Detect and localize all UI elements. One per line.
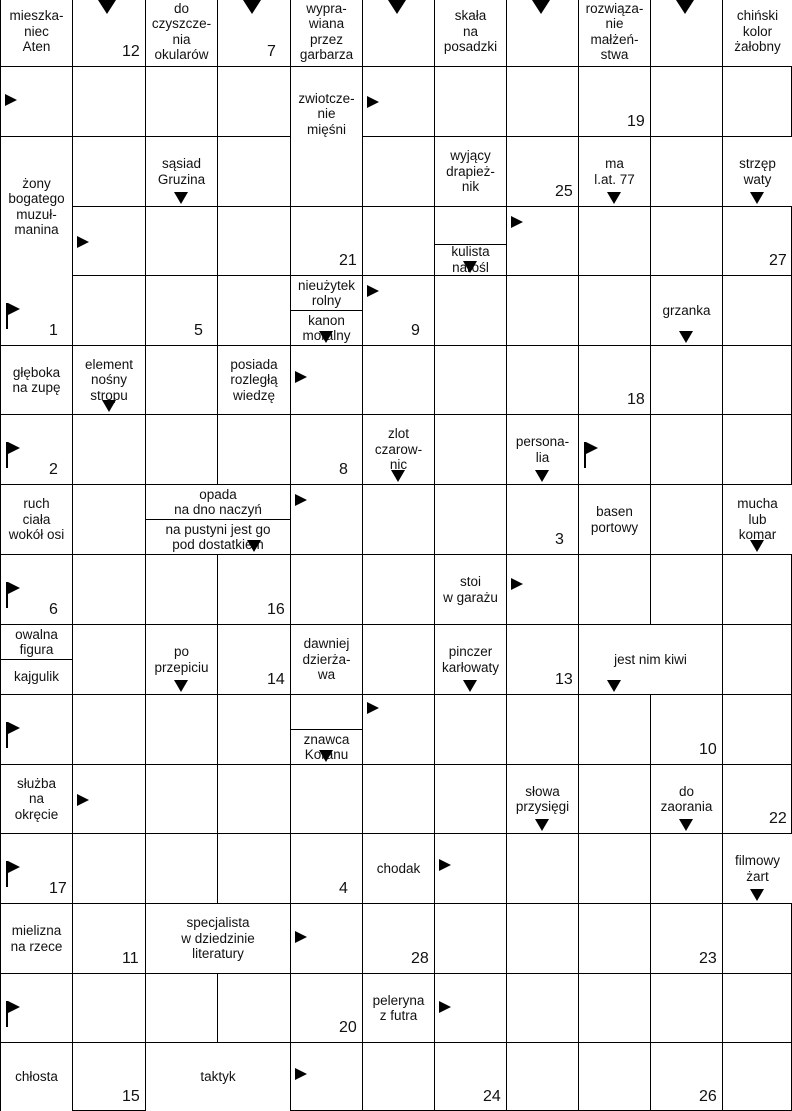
flag-icon [6, 861, 20, 887]
cell-number: 3 [555, 531, 564, 548]
answer-cell[interactable] [362, 345, 434, 414]
clue-cell: na pustyni jest go pod dostatkiem [146, 520, 290, 554]
clue-cell: owalna figura [1, 625, 72, 659]
answer-cell[interactable] [434, 694, 506, 764]
answer-cell[interactable] [578, 833, 650, 903]
clue-cell: posiada rozległą wiedzę [218, 346, 290, 414]
clue-cell: służba na okręcie [1, 765, 72, 833]
grid-line [506, 0, 507, 1111]
answer-cell[interactable] [72, 694, 145, 764]
clue-cell: chiński kolor żałobny [723, 0, 792, 66]
cell-number: 22 [769, 810, 787, 827]
clue-cell: do czyszcze- nia okularów [146, 0, 217, 66]
clue-cell: opada na dno naczyń [146, 485, 290, 519]
answer-cell[interactable] [145, 206, 217, 275]
answer-cell[interactable] [217, 833, 290, 903]
answer-cell[interactable] [145, 764, 217, 833]
answer-cell[interactable] [578, 694, 650, 764]
clue-cell: rozwiąza- nie małżeń- stwa [579, 0, 650, 66]
answer-cell[interactable] [145, 833, 217, 903]
answer-cell[interactable] [650, 136, 722, 206]
cell-number: 25 [555, 183, 573, 200]
cell-number: 24 [483, 1088, 501, 1105]
down-arrow-icon [98, 0, 116, 14]
answer-cell[interactable] [217, 973, 290, 1042]
down-arrow-icon [174, 680, 188, 692]
grid-line [0, 206, 792, 207]
down-arrow-icon [750, 192, 764, 204]
clue-cell: chłosta [1, 1043, 72, 1111]
clue-cell: zlot czarow- nic [363, 415, 434, 484]
answer-cell[interactable] [290, 764, 362, 833]
flag-icon [6, 582, 20, 608]
answer-cell[interactable] [72, 554, 145, 624]
down-arrow-icon [319, 750, 333, 762]
answer-cell[interactable] [72, 414, 145, 484]
clue-cell: żony bogatego muzuł- manina [1, 137, 72, 276]
clue-cell: mielizna na rzece [1, 904, 72, 973]
clue-cell: mucha lub komar [723, 485, 792, 554]
clue-cell: kajgulik [1, 660, 72, 694]
answer-cell[interactable] [722, 66, 792, 136]
right-arrow-icon [295, 1068, 307, 1080]
right-arrow-icon [77, 236, 89, 248]
answer-cell[interactable] [72, 66, 145, 136]
down-arrow-icon [607, 192, 621, 204]
answer-cell[interactable] [722, 694, 792, 764]
grid-line [0, 484, 792, 485]
answer-cell[interactable] [650, 554, 722, 624]
right-arrow-icon [511, 216, 523, 228]
clue-cell: chodak [363, 834, 434, 903]
answer-cell[interactable] [650, 414, 722, 484]
answer-cell[interactable] [650, 833, 722, 903]
clue-cell: wypra- wiana przez garbarza [291, 0, 362, 66]
clue-divider [0, 659, 72, 660]
grid-line [290, 0, 291, 1111]
clue-cell: jest nim kiwi [579, 625, 722, 694]
answer-cell[interactable] [145, 554, 217, 624]
grid-line [72, 0, 73, 1111]
answer-cell[interactable] [362, 554, 434, 624]
answer-cell[interactable] [72, 833, 145, 903]
right-arrow-icon [295, 494, 307, 506]
clue-cell: po przepiciu [146, 625, 217, 694]
down-arrow-icon [243, 0, 261, 14]
answer-cell[interactable] [362, 764, 434, 833]
clue-cell: ruch ciała wokół osi [1, 485, 72, 554]
answer-cell[interactable] [722, 973, 792, 1042]
right-arrow-icon [77, 794, 89, 806]
answer-cell[interactable] [722, 624, 792, 694]
grid-line [362, 0, 363, 1111]
grid-line [0, 1042, 792, 1043]
cell-number: 13 [555, 671, 573, 688]
right-arrow-icon [439, 859, 451, 871]
answer-cell[interactable] [290, 554, 362, 624]
down-arrow-icon [463, 261, 477, 273]
answer-cell[interactable] [506, 833, 578, 903]
clue-cell: zwiotcze- nie mięśni [291, 67, 362, 161]
answer-cell[interactable] [434, 764, 506, 833]
answer-cell[interactable] [72, 624, 145, 694]
answer-cell[interactable] [506, 484, 578, 554]
cell-number: 11 [122, 950, 139, 967]
right-arrow-icon [367, 702, 379, 714]
clue-cell: filmowy żart [723, 834, 792, 903]
answer-cell[interactable] [722, 275, 792, 345]
answer-cell[interactable] [145, 414, 217, 484]
answer-cell[interactable] [650, 66, 722, 136]
answer-cell[interactable] [506, 275, 578, 345]
cell-number: 8 [339, 461, 348, 478]
answer-cell[interactable] [722, 345, 792, 414]
answer-cell[interactable] [650, 973, 722, 1042]
cell-number: 9 [411, 322, 420, 339]
answer-cell[interactable] [362, 484, 434, 554]
cell-number: 1 [49, 322, 58, 339]
clue-cell: grzanka [651, 276, 722, 345]
answer-cell[interactable] [722, 903, 792, 973]
answer-cell[interactable] [506, 903, 578, 973]
answer-cell[interactable] [434, 66, 506, 136]
cell-number: 19 [627, 113, 645, 130]
answer-cell[interactable] [217, 694, 290, 764]
down-arrow-icon [174, 192, 188, 204]
flag-icon [6, 722, 20, 748]
cell-number: 7 [267, 43, 276, 60]
answer-cell[interactable] [506, 1042, 578, 1111]
down-arrow-icon [607, 680, 621, 692]
flag-icon [584, 442, 598, 468]
cell-number: 20 [339, 1019, 357, 1036]
down-arrow-icon [535, 470, 549, 482]
answer-cell[interactable] [578, 903, 650, 973]
answer-cell[interactable] [434, 345, 506, 414]
answer-cell[interactable] [217, 764, 290, 833]
cell-number: 26 [699, 1088, 717, 1105]
right-arrow-icon [295, 371, 307, 383]
clue-cell: do zaorania [651, 765, 722, 833]
flag-icon [6, 442, 20, 468]
answer-cell[interactable] [722, 554, 792, 624]
answer-cell[interactable] [578, 275, 650, 345]
answer-cell[interactable] [290, 414, 362, 484]
flag-icon [6, 1001, 20, 1027]
cell-number: 23 [699, 950, 717, 967]
answer-cell[interactable] [650, 484, 722, 554]
answer-cell[interactable] [506, 66, 578, 136]
clue-cell: głęboka na zupę [1, 346, 72, 414]
clue-divider [434, 206, 506, 207]
clue-divider [290, 310, 362, 311]
clue-cell: wyjący drapież- nik [435, 137, 506, 206]
right-arrow-icon [367, 96, 379, 108]
grid-line [0, 903, 792, 904]
cell-number: 12 [122, 43, 140, 60]
flag-icon [6, 303, 20, 329]
cell-number: 18 [627, 391, 645, 408]
clue-cell: kulista narośl [435, 245, 506, 275]
answer-cell[interactable] [217, 275, 290, 345]
answer-cell[interactable] [145, 973, 217, 1042]
grid-line [650, 0, 651, 1111]
answer-cell[interactable] [578, 764, 650, 833]
cell-number: 6 [49, 601, 58, 618]
cell-number: 28 [411, 950, 429, 967]
down-arrow-icon [532, 0, 550, 14]
answer-cell[interactable] [578, 1042, 650, 1111]
clue-cell: specjalista w dziedzinie literatury [146, 904, 290, 973]
clue-cell: pinczer karłowaty [435, 625, 506, 694]
clue-cell: strzęp waty [723, 137, 792, 206]
answer-cell[interactable] [578, 973, 650, 1042]
answer-cell[interactable] [362, 1042, 434, 1111]
answer-cell[interactable] [217, 136, 290, 206]
clue-divider [290, 729, 362, 730]
answer-cell[interactable] [434, 414, 506, 484]
right-arrow-icon [367, 285, 379, 297]
right-arrow-icon [5, 94, 17, 106]
clue-cell: stoi w garażu [435, 555, 506, 624]
clue-divider [145, 519, 290, 520]
grid-line [0, 136, 792, 137]
cell-number: 2 [49, 461, 58, 478]
grid-line [0, 554, 792, 555]
grid-line [0, 66, 792, 67]
answer-cell[interactable] [72, 973, 145, 1042]
answer-cell[interactable] [72, 484, 145, 554]
cell-number: 5 [194, 322, 203, 339]
answer-cell[interactable] [217, 206, 290, 275]
answer-cell[interactable] [145, 345, 217, 414]
down-arrow-icon [319, 331, 333, 343]
answer-cell[interactable] [506, 694, 578, 764]
down-arrow-icon [750, 540, 764, 552]
cell-number: 17 [49, 880, 67, 897]
answer-cell[interactable] [506, 345, 578, 414]
answer-cell[interactable] [434, 484, 506, 554]
clue-cell: ma l.at. 77 [579, 137, 650, 206]
answer-cell[interactable] [434, 903, 506, 973]
answer-cell[interactable] [506, 973, 578, 1042]
answer-cell[interactable] [72, 136, 145, 206]
clue-cell: mieszka- niec Aten [1, 0, 72, 66]
clue-cell: znawca Koranu [291, 730, 362, 764]
down-arrow-icon [750, 889, 764, 901]
right-arrow-icon [439, 1001, 451, 1013]
answer-cell[interactable] [290, 833, 362, 903]
cell-number: 15 [122, 1088, 140, 1105]
clue-cell: sąsiad Gruzina [146, 137, 217, 206]
answer-cell[interactable] [217, 66, 290, 136]
down-arrow-icon [391, 470, 405, 482]
down-arrow-icon [679, 819, 693, 831]
answer-cell[interactable] [362, 206, 434, 275]
clue-divider [434, 244, 506, 245]
answer-cell[interactable] [722, 414, 792, 484]
answer-cell[interactable] [217, 414, 290, 484]
clue-cell: taktyk [146, 1043, 290, 1111]
down-arrow-icon [247, 540, 261, 552]
cell-number: 21 [339, 252, 357, 269]
answer-cell[interactable] [362, 624, 434, 694]
clue-cell: dawniej dzierża- wa [291, 625, 362, 694]
down-arrow-icon [388, 0, 406, 14]
answer-cell[interactable] [578, 554, 650, 624]
clue-cell: element nośny stropu [73, 346, 145, 414]
answer-cell[interactable] [145, 694, 217, 764]
down-arrow-icon [676, 0, 694, 14]
grid-line [0, 694, 792, 695]
clue-cell: nieużytek rolny [291, 276, 362, 310]
answer-cell[interactable] [722, 1042, 792, 1111]
clue-cell: persona- lia [507, 415, 578, 484]
cell-number: 4 [339, 880, 348, 897]
right-arrow-icon [295, 931, 307, 943]
answer-cell[interactable] [578, 206, 650, 275]
down-arrow-icon [102, 400, 116, 412]
right-arrow-icon [511, 578, 523, 590]
down-arrow-icon [535, 819, 549, 831]
answer-cell[interactable] [145, 275, 217, 345]
down-arrow-icon [463, 680, 477, 692]
clue-cell: peleryna z futra [363, 974, 434, 1042]
answer-cell[interactable] [650, 206, 722, 275]
cell-number: 10 [699, 741, 717, 758]
cell-number: 14 [267, 671, 285, 688]
answer-cell[interactable] [434, 275, 506, 345]
clue-cell: basen portowy [579, 485, 650, 554]
down-arrow-icon [679, 331, 693, 343]
cell-number: 27 [769, 252, 787, 269]
answer-cell[interactable] [145, 66, 217, 136]
answer-cell[interactable] [362, 136, 434, 206]
clue-cell: słowa przysięgi [507, 765, 578, 833]
answer-cell[interactable] [72, 275, 145, 345]
clue-cell: kanon moralny [291, 311, 362, 345]
clue-cell: skała na posadzki [435, 0, 506, 66]
answer-cell[interactable] [650, 345, 722, 414]
cell-number: 16 [267, 601, 285, 618]
